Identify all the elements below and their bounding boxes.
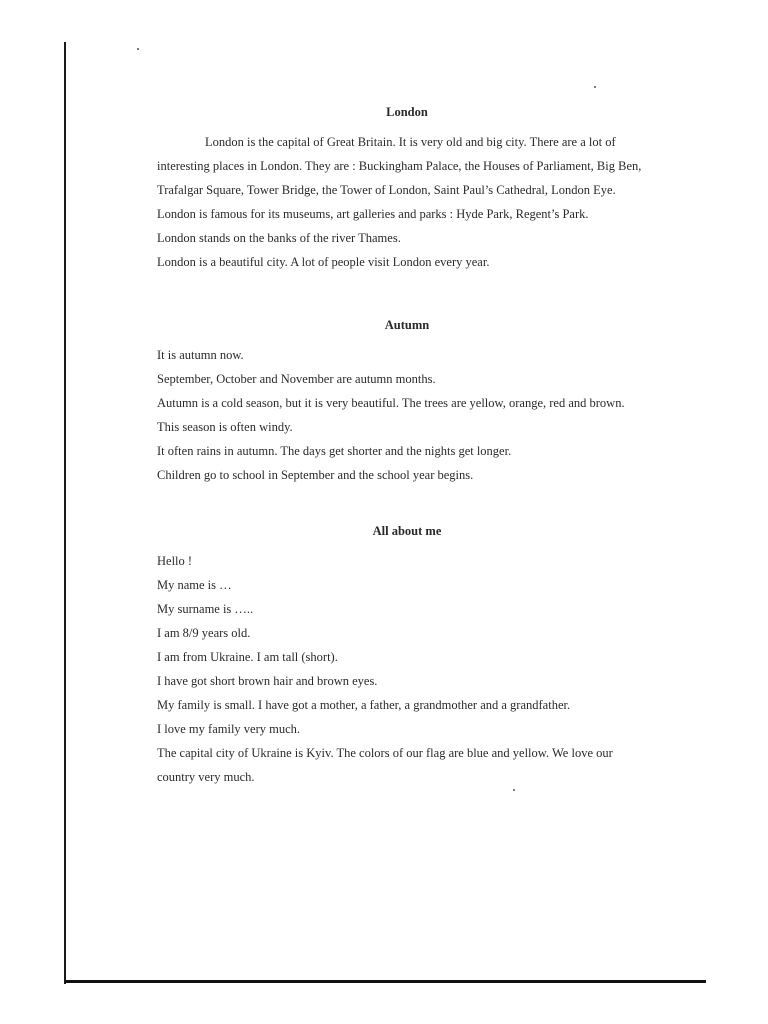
scan-speck [513, 789, 515, 791]
text-line: London is a beautiful city. A lot of people visit London every year. [157, 255, 490, 269]
text-line: My name is … [157, 578, 232, 592]
section-autumn [157, 317, 657, 487]
scan-border-left [64, 42, 66, 984]
text-line: My surname is ….. [157, 602, 254, 616]
text-line: I am 8/9 years old. [157, 626, 251, 640]
text-line: My family is small. I have got a mother, a father, a grandmother and a grandfather. [157, 698, 571, 712]
text-line: interesting places in London. They are : Buckingham Palace, the Houses of Parliament, Big Ben, [157, 159, 642, 173]
text-line: Autumn is a cold season, but it is very beautiful. The trees are yellow, orange, red and brown. [157, 396, 625, 410]
text-line: It is autumn now. [157, 348, 244, 362]
scan-border-bottom [66, 980, 706, 983]
text-line: London is the capital of Great Britain. It is very old and big city. There are a lot of [205, 135, 616, 149]
section-london [157, 104, 657, 274]
section-title: London [386, 105, 428, 119]
text-line: September, October and November are autumn months. [157, 372, 436, 386]
text-line: The capital city of Ukraine is Kyiv. The colors of our flag are blue and yellow. We love our [157, 746, 613, 760]
text-line: London stands on the banks of the river Thames. [157, 231, 401, 245]
section-all-about-me [157, 523, 657, 789]
text-line: Trafalgar Square, Tower Bridge, the Tower of London, Saint Paul’s Cathedral, London Eye. [157, 183, 616, 197]
section-title: All about me [372, 524, 442, 538]
text-line: Hello ! [157, 554, 193, 568]
text-line: I love my family very much. [157, 722, 301, 736]
text-line: country very much. [157, 770, 255, 784]
section-title: Autumn [384, 318, 430, 332]
text-line: This season is often windy. [157, 420, 293, 434]
scan-speck [137, 48, 139, 50]
text-line: I am from Ukraine. I am tall (short). [157, 650, 338, 664]
text-line: London is famous for its museums, art galleries and parks : Hyde Park, Regent’s Park. [157, 207, 589, 221]
text-line: It often rains in autumn. The days get shorter and the nights get longer. [157, 444, 512, 458]
text-line: I have got short brown hair and brown eyes. [157, 674, 378, 688]
text-line: Children go to school in September and the school year begins. [157, 468, 474, 482]
scan-speck [594, 86, 596, 88]
